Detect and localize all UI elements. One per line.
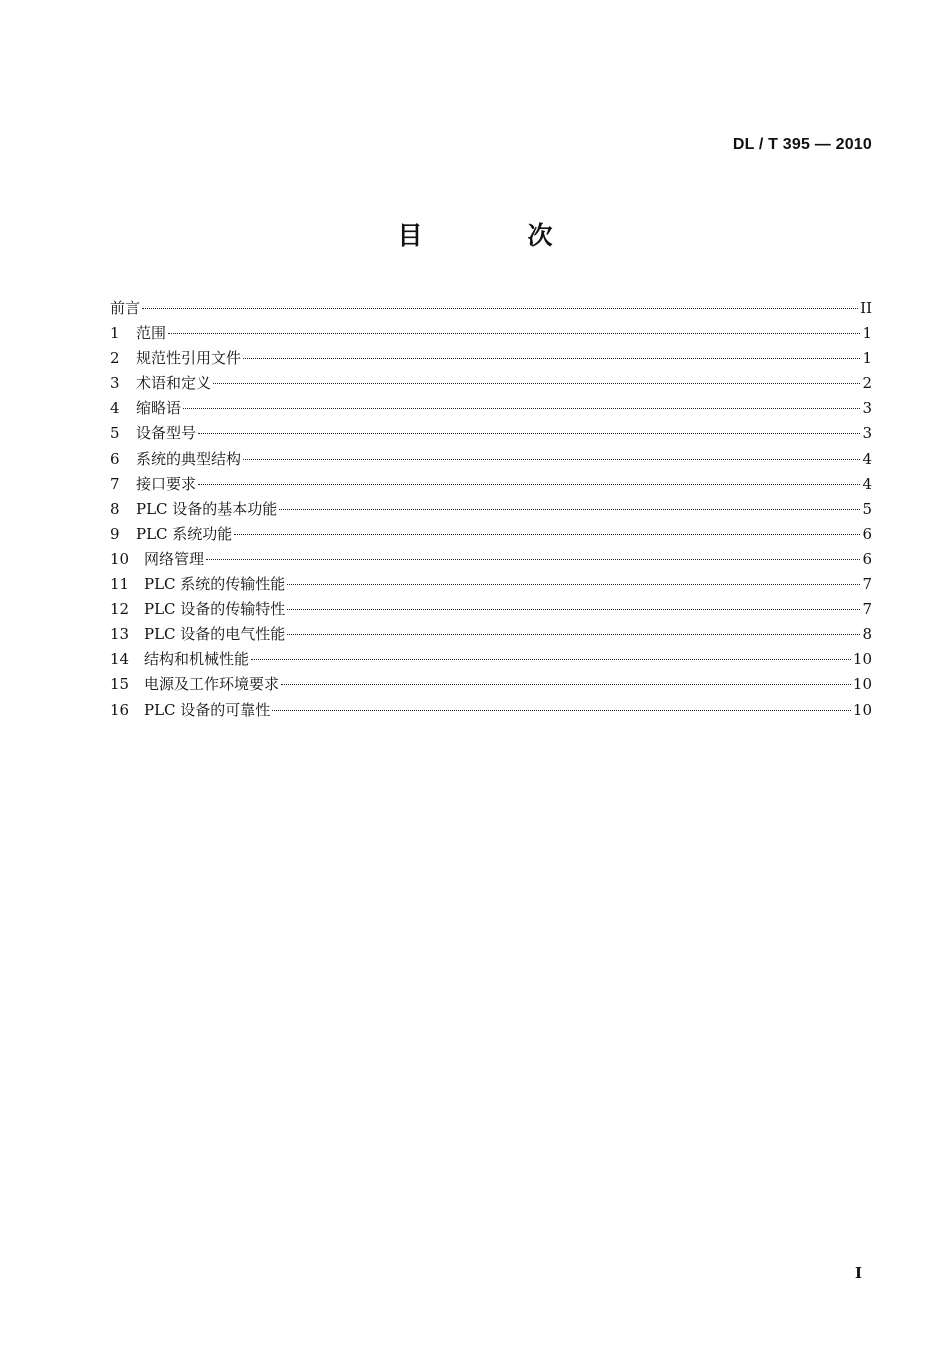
toc-entry-1[interactable] [110, 321, 872, 346]
toc-entry-number: 2 [110, 349, 120, 368]
toc-entry-page: 10 [852, 675, 872, 694]
toc-entry-page: 10 [852, 700, 872, 719]
toc-entry-number: 4 [110, 399, 120, 418]
toc-entry-label: PLC 设备的可靠性 [144, 700, 271, 719]
toc-entry-page: 8 [862, 625, 872, 644]
toc-entry-number: 13 [110, 625, 130, 644]
toc-entry-number: 12 [110, 600, 130, 619]
toc-entry-label: 网络管理 [144, 549, 205, 568]
toc-entry-number: 9 [110, 524, 120, 543]
toc-entry-page: 7 [862, 575, 872, 594]
toc-entry-page: 1 [862, 349, 872, 368]
toc-entry-5[interactable] [110, 421, 872, 446]
toc-entry-number: 15 [110, 675, 130, 694]
toc-entry-page: 4 [862, 449, 872, 468]
toc-entry-label: 设备型号 [136, 424, 197, 443]
toc-entry-number: 6 [110, 449, 120, 468]
toc-entry-4[interactable] [110, 396, 872, 421]
toc-leader-dots [142, 308, 858, 309]
toc-entry-label: PLC 系统的传输性能 [144, 575, 286, 594]
toc-leader-dots [279, 509, 860, 510]
toc-entry-page: 4 [862, 474, 872, 493]
toc-entry-16[interactable] [110, 698, 872, 723]
toc-entry-label: 术语和定义 [136, 374, 212, 393]
toc-entry-label: 范围 [136, 324, 167, 343]
toc-entry-label: PLC 设备的传输特性 [144, 600, 286, 619]
toc-entry-number: 8 [110, 499, 120, 518]
toc-leader-dots [213, 383, 860, 384]
toc-entry-label: PLC 设备的电气性能 [144, 625, 286, 644]
toc-leader-dots [234, 534, 860, 535]
toc-leader-dots [243, 459, 860, 460]
toc-entry-label: PLC 设备的基本功能 [136, 499, 278, 518]
toc-entry-label: 电源及工作环境要求 [144, 675, 280, 694]
toc-entry-number: 14 [110, 650, 130, 669]
toc-entry-label: 规范性引用文件 [136, 349, 242, 368]
toc-leader-dots [281, 684, 851, 685]
toc-leader-dots [198, 433, 860, 434]
toc-entry-number: 1 [110, 324, 120, 343]
toc-entry-13[interactable] [110, 622, 872, 647]
toc-entry-page: 5 [862, 499, 872, 518]
toc-entry-9[interactable] [110, 522, 872, 547]
toc-entry-number: 3 [110, 374, 120, 393]
toc-entry-page: 3 [862, 424, 872, 443]
toc-entry-number: 10 [110, 549, 130, 568]
toc-entry-label: PLC 系统功能 [136, 524, 233, 543]
toc-leader-dots [198, 484, 860, 485]
toc-entry-label: 系统的典型结构 [136, 449, 242, 468]
toc-entry-page: 3 [862, 399, 872, 418]
toc-entry-6[interactable] [110, 447, 872, 472]
toc-entry-8[interactable] [110, 497, 872, 522]
toc-entry-page: 6 [862, 549, 872, 568]
toc-leader-dots [287, 584, 860, 585]
toc-entry-page: 2 [862, 374, 872, 393]
toc-entry-10[interactable] [110, 547, 872, 572]
toc-entry-3[interactable] [110, 371, 872, 396]
toc-leader-dots [243, 358, 860, 359]
toc-entry-page: II [860, 299, 872, 317]
toc-entry-number: 16 [110, 700, 130, 719]
toc-entry-number: 7 [110, 474, 120, 493]
toc-entry-label: 缩略语 [136, 399, 182, 418]
toc-entry-11[interactable] [110, 572, 872, 597]
toc-entry-label: 接口要求 [136, 474, 197, 493]
toc-entry-page: 6 [862, 524, 872, 543]
toc-entry-page: 7 [862, 600, 872, 619]
toc-entry-foreword[interactable] [110, 296, 872, 321]
toc-entry-7[interactable] [110, 472, 872, 497]
toc-leader-dots [206, 559, 860, 560]
toc-leader-dots [287, 609, 860, 610]
toc-leader-dots [251, 659, 851, 660]
toc-entry-number: 5 [110, 424, 120, 443]
toc-leader-dots [168, 333, 860, 334]
page-number: I [854, 1264, 862, 1282]
toc-entry-label: 前言 [110, 299, 141, 317]
toc-leader-dots [287, 634, 860, 635]
toc-leader-dots [272, 710, 851, 711]
standard-number: DL / T 395 — 2010 [732, 136, 872, 153]
table-of-contents [110, 296, 872, 723]
toc-leader-dots [183, 408, 860, 409]
toc-entry-15[interactable] [110, 672, 872, 697]
toc-entry-number: 11 [110, 575, 130, 594]
toc-entry-14[interactable] [110, 647, 872, 672]
toc-entry-page: 1 [862, 324, 872, 343]
toc-entry-page: 10 [852, 650, 872, 669]
toc-entry-label: 结构和机械性能 [144, 650, 250, 669]
toc-entry-12[interactable] [110, 597, 872, 622]
toc-entry-2[interactable] [110, 346, 872, 371]
toc-title: 目 次 [397, 221, 593, 250]
